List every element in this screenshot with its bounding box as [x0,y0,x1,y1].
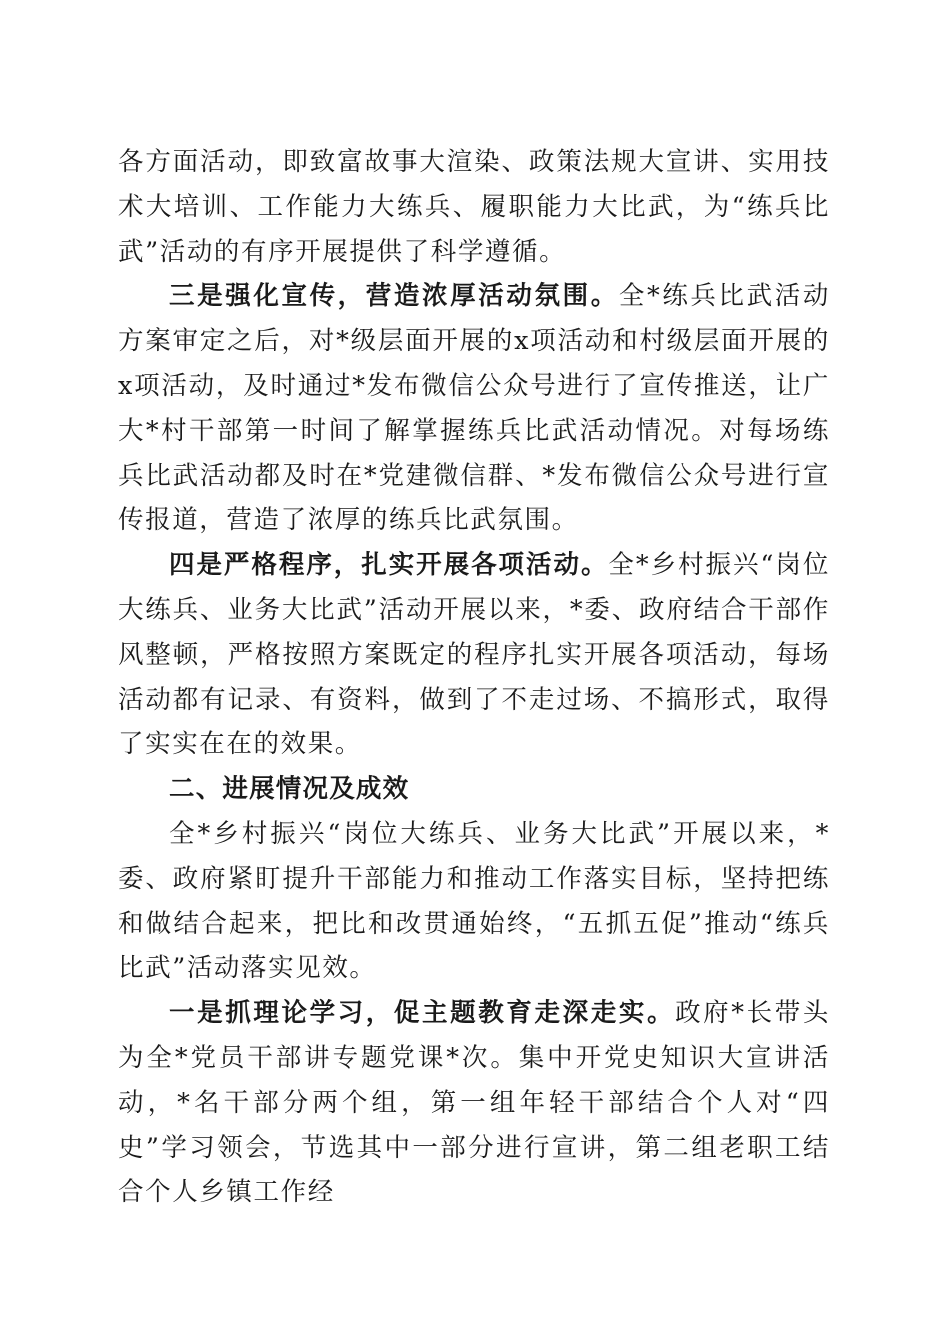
paragraph-procedure [118,543,830,767]
paragraph-text: 全*练兵比武活动方案审定之后，对*级层面开展的x项活动和村级层面开展的x项活动，及时通过*发布微信公众号进行了宣传推送，让广大*村干部第一时间了解掌握练兵比武活动情况。对每场练兵比武活动都及时在*党建微信群、*发布微信公众号进行宣传报道，营造了浓厚的练兵比武氛围。 [118,281,830,536]
paragraph-progress-intro [118,812,830,991]
paragraph-lead: 三是强化宣传，营造浓厚活动氛围。 [169,281,619,312]
paragraph-text: 各方面活动，即致富故事大渲染、政策法规大宣讲、实用技术大培训、工作能力大练兵、履职能力大比武，为“练兵比武”活动的有序开展提供了科学遵循。 [118,147,830,267]
document-body [118,140,830,1215]
paragraph-theory-study [118,991,830,1215]
paragraph-activities-continued [118,140,830,274]
paragraph-lead: 四是严格程序，扎实开展各项活动。 [169,550,609,581]
paragraph-text: 政府*长带头为全*党员干部讲专题党课*次。集中开党史知识大宣讲活动，*名干部分两个组，第一组年轻干部结合个人对“四史”学习领会，节选其中一部分进行宣讲，第二组老职工结合个人乡镇工作经 [118,998,830,1208]
section-heading-progress: 二、进展情况及成效 [169,774,410,805]
paragraph-text: 全*乡村振兴“岗位大练兵、业务大比武”开展以来，*委、政府紧盯提升干部能力和推动工作落实目标，坚持把练和做结合起来，把比和改贯通始终，“五抓五促”推动“练兵比武”活动落实见效。 [118,818,830,984]
paragraph-lead: 一是抓理论学习，促主题教育走深走实。 [169,998,676,1029]
paragraph-text: 全*乡村振兴“岗位大练兵、业务大比武”活动开展以来，*委、政府结合干部作风整顿，严格按照方案既定的程序扎实开展各项活动，每场活动都有记录、有资料，做到了不走过场、不搞形式，取得了实实在在的效果。 [118,550,830,760]
paragraph-publicity [118,274,830,543]
